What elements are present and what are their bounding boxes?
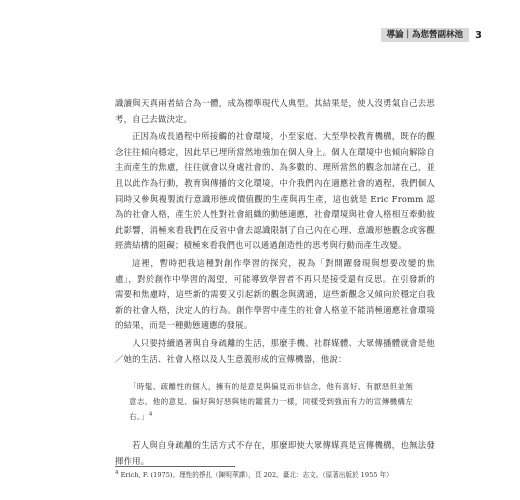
running-header	[381, 28, 482, 42]
quote-footnote-ref: 4	[148, 411, 153, 418]
footnote-text: Erich, F. (1975)。理性的掙扎（陳明華譯），頁 202。臺北：志文。（原著出版於 1955 年）	[120, 471, 393, 479]
footnote	[115, 471, 445, 480]
body-text	[115, 96, 435, 471]
page-number: 3	[475, 29, 482, 41]
quote-text: 「時髦、疏離性的個人，擁有的是意見與偏見而非信念，他有喜好、有厭惡但並無意志。他的意見、偏好與好惡與她的鑑賞力一樣，同樣受到強而有力的宣傳機構左右。」	[129, 382, 414, 422]
footnote-marker: 4	[115, 469, 119, 476]
paragraph-1: 識讀與天真兩者結合為一體，成為標準現代人典型。其結果是，使人沒勇氣自己去思考，自己去做決定。	[115, 98, 435, 124]
block-quote	[129, 379, 421, 424]
paragraph-2: 正因為成長過程中所接觸的社會環境，小至家庭、大至學校教育機構，既存的觀念往往傾向穩定，因此早已埋所當然地強加在個人身上。個人在環境中也傾向解除自主而產生的焦慮，往往就會以身處社會的、為多數的、理所當然的觀念加諸在己，並且以此作為行動，教育與傳播的文化環境，中介我們內在適應社會的過程，我們個人同時又參與複製流行意識形態或價值觀的生產與再生產，這也就是 Eric Fromm 認為的社會人格，產生於人性對社會組織的動態適應，社會環境與社會人格相互牽動彼此影響，消極來看我們在反省中會去認識限制了自己內在心理、意識形態觀念或客觀經濟結構的阻礙；積極來看我們也可以通過創造性的思考與行動而產生改變。	[115, 131, 435, 251]
footnote-divider	[115, 466, 235, 467]
paragraph-3: 這裡，暫時把我這種對創作學習的探究，視為「對開躍發現與想要改變的焦慮」，對於創作中學習的渴望，可能導致學習者不再只是接受還有反思。在引發新的需要和焦慮時，這些新的需要又引起新的觀念與溝通，這些新觀念又傾向於穩定自我新的社會人格，決定人的行為。創作學習中產生的社會人格並不能消極適應社會環境的結果，而是一種動態適應的發展。	[115, 257, 435, 331]
closing-paragraph: 若人與自身疏離的生活方式不存在，那麼即使大眾傳媒真是宣傳機構，也無法發揮作用。	[115, 440, 435, 466]
chapter-tag: 導論｜為您營副林池	[381, 28, 470, 42]
paragraph-4: 人只要持續過著與自身疏離的生活，那麼手機、社群媒體、大眾傳播體就會是他／她的生活、社會人格以及人生意義形成的宣傳機器，他說：	[115, 337, 435, 364]
